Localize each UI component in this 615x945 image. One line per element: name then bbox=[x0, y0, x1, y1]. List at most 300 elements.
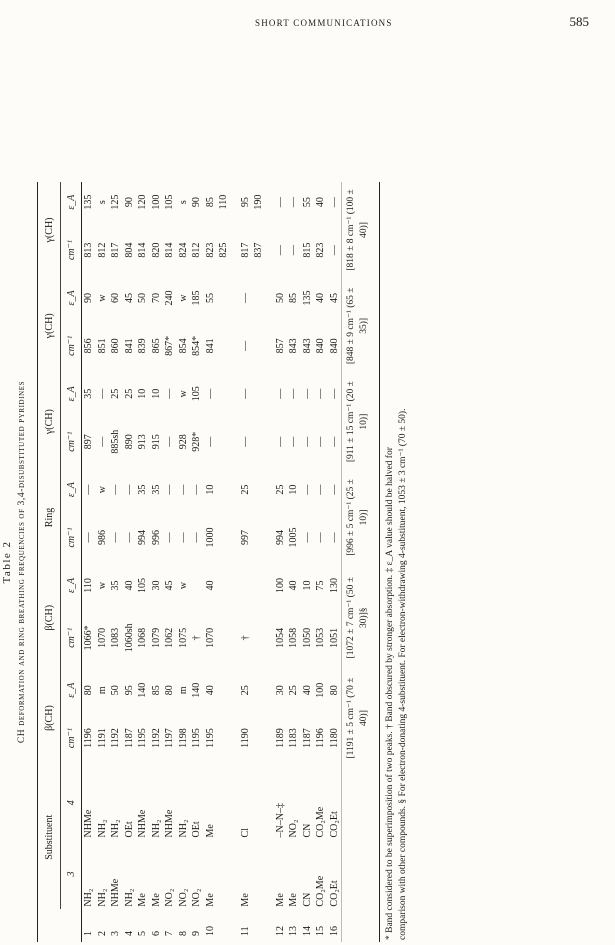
table-cell-e1: 80 bbox=[328, 685, 340, 696]
table-cell-c2: 1060sh bbox=[123, 623, 135, 653]
table-cell-e3: 35 bbox=[150, 484, 162, 495]
table-cell-s3: NHMe bbox=[110, 878, 121, 907]
table-cell-c1: 1197 bbox=[164, 728, 175, 748]
table-cell-c4: — bbox=[328, 436, 340, 447]
table-cell-e5: w bbox=[96, 294, 108, 302]
table-cell-c5: 841 bbox=[123, 338, 135, 354]
table-cell-e1: 40 bbox=[301, 685, 313, 696]
table-cell-s3: NH₂ bbox=[96, 888, 108, 907]
table-cell-e1 bbox=[217, 670, 231, 710]
table-cell-c5: 854 bbox=[177, 338, 189, 354]
table-cell-e3: — bbox=[328, 484, 340, 495]
table-cell-e5: 135 bbox=[301, 290, 313, 306]
table-row bbox=[231, 182, 253, 942]
table-cell-c2 bbox=[217, 606, 231, 671]
header-blank bbox=[38, 909, 61, 942]
table-cell-e4: — bbox=[301, 388, 313, 399]
table-cell-e2: 40 bbox=[123, 580, 135, 591]
table-cell-c5: 843 bbox=[288, 338, 299, 354]
table-cell-c6: 813 bbox=[83, 242, 94, 258]
table-cell-e5 bbox=[217, 278, 231, 318]
table-cell-e6: 125 bbox=[110, 194, 121, 210]
table-cell-c2: 1050 bbox=[301, 627, 313, 648]
table-cell-c4: — bbox=[164, 436, 175, 447]
table-cell-c4: — bbox=[288, 436, 299, 447]
table-cell-e6: — bbox=[274, 197, 286, 208]
table-cell-c1: 1196 bbox=[83, 728, 94, 748]
table-cell-s3: Me bbox=[137, 893, 148, 907]
table-cell-e1: 80 bbox=[164, 685, 175, 696]
table-cell-e3: — bbox=[301, 484, 313, 495]
table-row bbox=[96, 182, 110, 942]
table-cell-e6: 120 bbox=[137, 194, 148, 210]
table-cell-c6: 804 bbox=[123, 242, 135, 258]
table-cell-s3: Me bbox=[204, 893, 216, 907]
table-cell-e5: 240 bbox=[164, 290, 175, 306]
table-cell-s4: –N–N–‡ bbox=[274, 803, 286, 838]
table-cell-e3: 35 bbox=[137, 484, 148, 495]
table-cell-c1: 1187 bbox=[301, 728, 313, 748]
table-cell-c6: 820 bbox=[150, 242, 162, 258]
table-cell-c6: 824 bbox=[177, 242, 189, 258]
table-cell-s4 bbox=[217, 766, 231, 840]
table-cell-s3: Me bbox=[288, 893, 299, 907]
table-cell-c3 bbox=[217, 510, 231, 566]
table-row bbox=[109, 182, 123, 942]
table-cell-c2: 1070 bbox=[96, 627, 108, 648]
table-row bbox=[314, 182, 328, 942]
table-cell-s4: CO₂Me bbox=[315, 806, 326, 838]
table-cell-c3: — bbox=[328, 532, 340, 543]
table-cell-c2: 1058 bbox=[288, 627, 299, 648]
table-cell-e1: m bbox=[177, 686, 189, 695]
table-cell-e3 bbox=[217, 470, 231, 510]
table-cell-s4: NH₂ bbox=[150, 819, 162, 838]
table-row bbox=[266, 182, 288, 942]
table-cell-no: 14 bbox=[301, 926, 313, 936]
table-cell-s3: CO₂Et bbox=[328, 880, 340, 907]
table-cell-no: 5 bbox=[137, 931, 148, 936]
table-cell-e4: — bbox=[315, 388, 326, 399]
table-cell-c3: 986 bbox=[96, 530, 108, 546]
table-cell-c3: — bbox=[123, 532, 135, 543]
mean-values-row bbox=[342, 182, 380, 942]
table-row bbox=[150, 182, 164, 942]
table-footnotes bbox=[384, 182, 410, 942]
table-cell-no: 8 bbox=[177, 931, 189, 936]
table-row bbox=[190, 182, 204, 942]
table-cell-no: 16 bbox=[328, 926, 340, 936]
table-cell-s4: Me bbox=[204, 824, 216, 838]
table-cell-no: 10 bbox=[204, 926, 216, 936]
table-cell-e1: 50 bbox=[110, 685, 121, 696]
table-row bbox=[82, 182, 96, 942]
table-cell-s4 bbox=[252, 766, 266, 840]
table-cell-no: 4 bbox=[123, 931, 135, 936]
table-cell-e1: 25 bbox=[239, 685, 251, 696]
table-cell-e4: — bbox=[288, 388, 299, 399]
table-cell-c3: — bbox=[315, 532, 326, 543]
table-cell-c1: 1196 bbox=[315, 728, 326, 748]
table-cell-c4 bbox=[217, 414, 231, 470]
table-cell-c6: 814 bbox=[137, 242, 148, 258]
table-cell-e4: 10 bbox=[137, 388, 148, 399]
table-cell-e6: 40 bbox=[315, 197, 326, 208]
mean-cell-m2: [1072 ± 7 cm⁻¹ (50 ± 30)]§ bbox=[342, 565, 380, 670]
subheader-cm: cm⁻¹ bbox=[61, 710, 82, 766]
rotated-table-block bbox=[0, 182, 445, 942]
table-cell-e6: — bbox=[328, 197, 340, 208]
table-cell-c5: 865 bbox=[150, 338, 162, 354]
table-cell-e2: 130 bbox=[328, 577, 340, 593]
table-cell-c6: — bbox=[328, 245, 340, 256]
table-cell-e4: 35 bbox=[83, 388, 94, 399]
table-cell-c2: 1075 bbox=[177, 627, 189, 648]
table-cell-c5: — bbox=[239, 340, 251, 351]
table-cell-s3: Me bbox=[239, 893, 251, 907]
table-cell-e1: 80 bbox=[83, 685, 94, 696]
table-cell-no: 13 bbox=[288, 926, 299, 936]
table-cell-e2: 40 bbox=[288, 580, 299, 591]
subheader-cm: cm⁻¹ bbox=[61, 510, 82, 566]
table-cell-e6: 95 bbox=[239, 197, 251, 208]
table-cell-e1: m bbox=[96, 686, 108, 695]
table-cell-c3: — bbox=[177, 532, 189, 543]
table-cell-c4: — bbox=[96, 436, 108, 447]
table-cell-e5: — bbox=[239, 292, 251, 303]
table-cell-c6: 823 bbox=[204, 242, 216, 258]
table-cell-no: 12 bbox=[274, 926, 286, 936]
table-cell-c2: 1070 bbox=[204, 627, 216, 648]
table-cell-e3: 25 bbox=[274, 484, 286, 495]
table-cell-c1: 1195 bbox=[204, 728, 216, 748]
table-cell-e2 bbox=[217, 565, 231, 605]
subheader-3: 3 bbox=[61, 840, 82, 909]
table-cell-e5: 45 bbox=[123, 292, 135, 303]
table-cell-no: 1 bbox=[83, 931, 94, 936]
table-cell-c4 bbox=[252, 414, 266, 470]
subheader-cm: cm⁻¹ bbox=[61, 606, 82, 671]
table-cell-c5: 856 bbox=[83, 338, 94, 354]
table-cell-e1: 85 bbox=[150, 685, 162, 696]
table-cell-e2 bbox=[231, 565, 253, 605]
footnote-line: * Band considered to be superimposition of two peaks. † Band obscured by stronger absorption. ‡ ε_A value should be halved for bbox=[385, 447, 395, 940]
table-cell-c4: 885sh bbox=[110, 429, 121, 454]
table-cell-e1: 40 bbox=[204, 685, 216, 696]
table-cell-s3: NH₂ bbox=[83, 888, 94, 907]
table-cell-e3: — bbox=[177, 484, 189, 495]
table-cell-s3: Me bbox=[274, 893, 286, 907]
table-cell-c2: † bbox=[239, 635, 251, 641]
table-cell-c4: — bbox=[239, 436, 251, 447]
table-cell-e3 bbox=[252, 470, 266, 510]
table-cell-e1: 25 bbox=[288, 685, 299, 696]
table-cell-no: 15 bbox=[315, 926, 326, 936]
table-cell-e6: 90 bbox=[191, 197, 202, 208]
table-cell-e6: 190 bbox=[253, 194, 264, 210]
table-cell-c3: 996 bbox=[150, 530, 162, 546]
subheader-4: 4 bbox=[61, 766, 82, 840]
table-cell-c5: 860 bbox=[110, 338, 121, 354]
table-cell-c1: 1195 bbox=[191, 728, 202, 748]
table-cell-c1: 1191 bbox=[96, 728, 108, 748]
table-cell-no: 11 bbox=[239, 926, 251, 936]
subheader-cm: cm⁻¹ bbox=[61, 414, 82, 470]
table-cell-e6: s bbox=[96, 200, 108, 205]
table-cell-e3: — bbox=[83, 484, 94, 495]
table-cell-c5: 854* bbox=[191, 335, 202, 356]
table-cell-c1: 1192 bbox=[110, 728, 121, 748]
page-header bbox=[0, 14, 615, 34]
subheader-eps: ε_A bbox=[61, 278, 82, 318]
page-number: 585 bbox=[569, 14, 589, 29]
table-cell-c5: 840 bbox=[328, 338, 340, 354]
table-cell-e5: 85 bbox=[288, 292, 299, 303]
table-cell-e1: 140 bbox=[191, 682, 202, 698]
table-cell-c6: 817 bbox=[239, 242, 251, 258]
table-cell-c1: 1180 bbox=[328, 728, 340, 748]
table-cell-e4: w bbox=[177, 390, 189, 398]
table-cell-s4: Cl bbox=[239, 828, 251, 838]
table-cell-c5: 857 bbox=[274, 338, 286, 354]
table-cell-c1: 1187 bbox=[123, 728, 135, 748]
table-row bbox=[252, 182, 266, 942]
table-cell-e6: 100 bbox=[150, 194, 162, 210]
table-cell-c6: 812 bbox=[96, 242, 108, 258]
table-cell-s4: NH₂ bbox=[96, 819, 108, 838]
table-cell-e6: 85 bbox=[204, 197, 216, 208]
table-cell-c1: 1198 bbox=[177, 728, 189, 748]
header-gamma-ch-2: γ(CH) bbox=[38, 278, 61, 374]
table-cell-e1: 100 bbox=[315, 682, 326, 698]
header-blank-2 bbox=[61, 909, 82, 942]
table-cell-e4: — bbox=[204, 388, 216, 399]
table-cell-c5: 840 bbox=[315, 338, 326, 354]
table-cell-e5 bbox=[252, 278, 266, 318]
header-gamma-ch-1: γ(CH) bbox=[38, 374, 61, 470]
table-cell-no: 6 bbox=[150, 931, 162, 936]
table-cell-c2: † bbox=[191, 635, 202, 641]
table-cell-e2: 75 bbox=[315, 580, 326, 591]
table-cell-c2: 1068 bbox=[137, 627, 148, 648]
table-body bbox=[82, 182, 380, 942]
table-cell-s4: CN bbox=[301, 823, 313, 838]
table-cell-no: 3 bbox=[110, 931, 121, 936]
table-cell-e3: — bbox=[191, 484, 202, 495]
header-beta-ch-2: β(CH) bbox=[38, 565, 61, 670]
table-cell-e6: 135 bbox=[83, 194, 94, 210]
table-cell-c1: 1192 bbox=[150, 728, 162, 748]
table-cell-c6: 837 bbox=[253, 242, 264, 258]
table-cell-c3: 1005 bbox=[288, 527, 299, 548]
table-cell-c4: — bbox=[274, 436, 286, 447]
table-cell-c3: — bbox=[301, 532, 313, 543]
running-head: SHORT COMMUNICATIONS bbox=[255, 18, 393, 28]
table-row bbox=[287, 182, 301, 942]
table-cell-e3: — bbox=[110, 484, 121, 495]
table-cell-c6: 812 bbox=[191, 242, 202, 258]
table-cell-s4: NHMe bbox=[137, 809, 148, 838]
table-cell-c4: — bbox=[301, 436, 313, 447]
table-cell-c4: 928 bbox=[177, 434, 189, 450]
table-cell-c3: — bbox=[164, 532, 175, 543]
table-cell-c1: 1195 bbox=[137, 728, 148, 748]
table-cell-e2 bbox=[190, 565, 204, 605]
table-cell-no: 2 bbox=[96, 931, 108, 936]
table-cell-c2: 1053 bbox=[315, 627, 326, 648]
subheader-cm: cm⁻¹ bbox=[61, 222, 82, 278]
table-cell-e1: 95 bbox=[123, 685, 135, 696]
table-cell-e5: w bbox=[177, 294, 189, 302]
table-cell-e4: 25 bbox=[110, 388, 121, 399]
table-cell-c4: 897 bbox=[83, 434, 94, 450]
table-cell-c5: 839 bbox=[137, 338, 148, 354]
table-row bbox=[301, 182, 315, 942]
table-cell-no bbox=[217, 909, 231, 942]
table-row bbox=[123, 182, 137, 942]
table-cell-c3: 994 bbox=[274, 530, 286, 546]
table-cell-e5: 185 bbox=[191, 290, 202, 306]
table-cell-s3: NH₂ bbox=[123, 888, 135, 907]
table-cell-e3: — bbox=[164, 484, 175, 495]
header-substituent: Substituent bbox=[38, 766, 61, 909]
table-cell-c6: 817 bbox=[110, 242, 121, 258]
table-cell-c3: — bbox=[191, 532, 202, 543]
table-cell-e6: — bbox=[288, 197, 299, 208]
mean-cell-m3: [996 ± 5 cm⁻¹ (25 ± 10)] bbox=[342, 470, 380, 566]
table-cell-c5: 843 bbox=[301, 338, 313, 354]
table-cell-c1: 1190 bbox=[239, 728, 251, 748]
table-caption: CH deformation and ring breathing frequencies of 3,4-disubstituted pyridines bbox=[17, 380, 27, 744]
table-cell-c6: 814 bbox=[164, 242, 175, 258]
table-cell-e1 bbox=[252, 670, 266, 710]
table-cell-no bbox=[252, 909, 266, 942]
table-cell-e5: 50 bbox=[274, 292, 286, 303]
mean-cell-m4: [911 ± 15 cm⁻¹ (20 ± 10)] bbox=[342, 374, 380, 470]
table-cell-e5: 60 bbox=[110, 292, 121, 303]
table-cell-e5: 40 bbox=[315, 292, 326, 303]
table-cell-s3 bbox=[217, 840, 231, 909]
footnote-line: comparison with other compounds. § For electron-donating 4-substituent. For electron-withdrawing 4-substituent, 1053 ± 3 cm⁻¹ (70 ± 50). bbox=[398, 408, 408, 940]
table-cell-e2 bbox=[252, 565, 266, 605]
table-row bbox=[163, 182, 177, 942]
table-row bbox=[177, 182, 191, 942]
table-cell-c6: 815 bbox=[301, 242, 313, 258]
table-cell-s3: Me bbox=[150, 893, 162, 907]
subheader-eps: ε_A bbox=[61, 470, 82, 510]
table-cell-s4: NHMe bbox=[164, 809, 175, 838]
table-cell-c2: 1083 bbox=[110, 627, 121, 648]
table-cell-no: 9 bbox=[191, 931, 202, 936]
table-cell-e2: 40 bbox=[204, 580, 216, 591]
table-cell-c6: 823 bbox=[315, 242, 326, 258]
table-cell-c6: 825 bbox=[218, 242, 229, 258]
table-cell-c2: 1051 bbox=[328, 627, 340, 648]
table-cell-s4: NH₂ bbox=[110, 819, 121, 838]
table-cell-e2: 30 bbox=[150, 580, 162, 591]
table-cell-c1: 1183 bbox=[288, 728, 299, 748]
table-cell-c5 bbox=[217, 318, 231, 374]
table-cell-c5: 851 bbox=[96, 338, 108, 354]
table-cell-e3: 10 bbox=[204, 484, 216, 495]
table-cell-e4 bbox=[217, 374, 231, 414]
table-cell-s3: CN bbox=[301, 892, 313, 907]
table-cell-e6: 110 bbox=[218, 194, 229, 210]
table-cell-c3: 997 bbox=[239, 530, 251, 546]
table-cell-e2: 105 bbox=[137, 577, 148, 593]
table-cell-no: 7 bbox=[164, 931, 175, 936]
table-cell-c5: 841 bbox=[204, 338, 216, 354]
table-cell-c6: — bbox=[274, 245, 286, 256]
table-cell-s4: NH₂ bbox=[177, 819, 189, 838]
subheader-eps: ε_A bbox=[61, 374, 82, 414]
header-ring: Ring bbox=[38, 470, 61, 566]
table-cell-s4: OEt bbox=[191, 821, 202, 838]
mean-cell-m5: [848 ± 9 cm⁻¹ (65 ± 35)] bbox=[342, 278, 380, 374]
table-cell-c2: 1079 bbox=[150, 627, 162, 648]
header-beta-ch-1: β(CH) bbox=[38, 670, 61, 766]
table-cell-e1: 140 bbox=[137, 682, 148, 698]
table-cell-c3: 994 bbox=[137, 530, 148, 546]
table-cell-e5: 50 bbox=[137, 292, 148, 303]
table-cell-e5: 90 bbox=[83, 292, 94, 303]
table-cell-c2: 1066* bbox=[83, 625, 94, 651]
table-cell-c5 bbox=[252, 318, 266, 374]
table-cell-c3: 1000 bbox=[204, 527, 216, 548]
table-cell-e1: 30 bbox=[274, 685, 286, 696]
table-cell-s3: NO₂ bbox=[164, 888, 175, 907]
table-cell-s4: NO₂ bbox=[288, 819, 299, 838]
mean-cell-m6: [818 ± 8 cm⁻¹ (100 ± 40)] bbox=[342, 182, 380, 278]
table-cell-e5: 45 bbox=[328, 292, 340, 303]
table-cell-e2: 45 bbox=[164, 580, 175, 591]
table-cell-e6: s bbox=[177, 200, 189, 205]
subheader-eps: ε_A bbox=[61, 182, 82, 222]
table-cell-s3 bbox=[252, 840, 266, 909]
table-cell-e4: — bbox=[96, 388, 108, 399]
table-row bbox=[204, 182, 218, 942]
table-cell-e4: 10 bbox=[150, 388, 162, 399]
table-row bbox=[328, 182, 342, 942]
table-cell-e3: 25 bbox=[239, 484, 251, 495]
table-cell-e4: — bbox=[274, 388, 286, 399]
table-cell-c1 bbox=[217, 710, 231, 766]
table-cell-c4: 915 bbox=[150, 434, 162, 450]
table-cell-c6: — bbox=[288, 245, 299, 256]
table-title: Table 2 bbox=[1, 540, 13, 584]
table-cell-c4: — bbox=[204, 436, 216, 447]
table-cell-e6: 55 bbox=[301, 197, 313, 208]
table-cell-s3: CO₂Me bbox=[315, 875, 326, 907]
table-cell-e6: 90 bbox=[123, 197, 135, 208]
subheader-eps: ε_A bbox=[61, 670, 82, 710]
table-cell-c4: 913 bbox=[137, 434, 148, 450]
subheader-eps: ε_A bbox=[61, 565, 82, 605]
table-cell-c1: 1189 bbox=[274, 728, 286, 748]
table-cell-c2: 1062 bbox=[164, 627, 175, 648]
table-cell-e6: 105 bbox=[164, 194, 175, 210]
table-cell-e4: — bbox=[164, 388, 175, 399]
table-cell-e5: 55 bbox=[204, 292, 216, 303]
table-cell-c5: 867* bbox=[164, 335, 175, 356]
table-cell-e3: — bbox=[123, 484, 135, 495]
table-cell-e4: 105 bbox=[191, 386, 202, 402]
table-cell-e5: 70 bbox=[150, 292, 162, 303]
subheader-cm: cm⁻¹ bbox=[61, 318, 82, 374]
table-cell-c4: — bbox=[315, 436, 326, 447]
table-cell-s4: NHMe bbox=[83, 809, 94, 838]
header-gamma-ch-3: γ(CH) bbox=[38, 182, 61, 278]
